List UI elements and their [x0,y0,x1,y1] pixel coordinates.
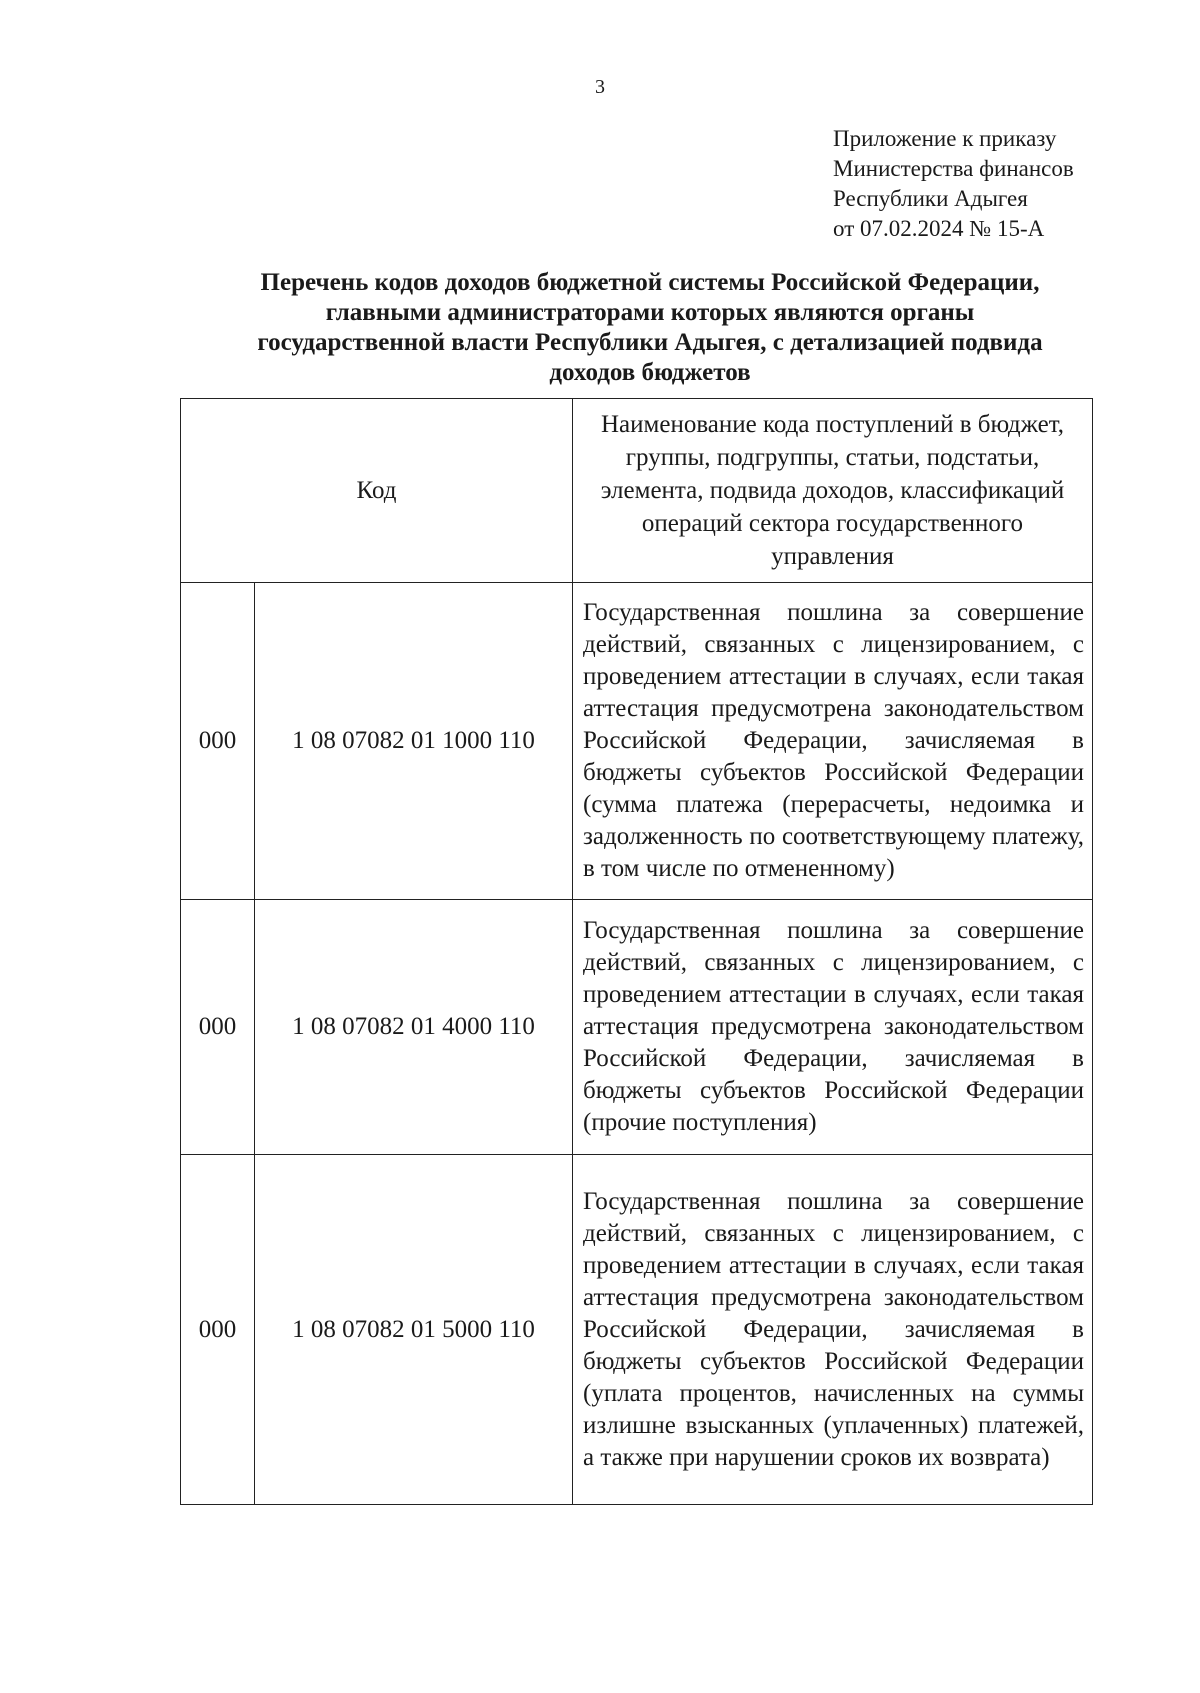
document-title [190,268,1110,388]
revenue-code-cell: 1 08 07082 01 4000 110 [255,900,573,1155]
appendix-line: Приложение к приказу [833,126,1057,151]
header-name: Наименование кода поступлений в бюджет, группы, подгруппы, статьи, подстатьи, элемента, подвида доходов, классификаций операций сектора государственного управления [573,399,1093,583]
page-number: 3 [595,76,605,98]
title-line: главными администраторами которых являются органы [325,299,975,326]
appendix-line: Министерства финансов [833,156,1074,181]
revenue-code-cell: 1 08 07082 01 1000 110 [255,583,573,900]
revenue-codes-table [180,398,1093,1505]
revenue-name-cell: Государственная пошлина за совершение действий, связанных с лицензированием, с проведением аттестации в случаях, если такая аттестация предусмотрена законодательством Российской Федерации, зачисляемая в бюджеты субъектов Российской Федерации (сумма платежа (перерасчеты, недоимка и задолженность по соответствующему платежу, в том числе по отмененному) [573,583,1093,900]
header-code: Код [181,399,573,583]
revenue-name-cell: Государственная пошлина за совершение действий, связанных с лицензированием, с проведением аттестации в случаях, если такая аттестация предусмотрена законодательством Российской Федерации, зачисляемая в бюджеты субъектов Российской Федерации (прочие поступления) [573,900,1093,1155]
title-line: Перечень кодов доходов бюджетной системы Российской Федерации, [260,269,1040,296]
table-header-row [181,399,1093,583]
table-row [181,1155,1093,1505]
title-line: доходов бюджетов [549,359,751,386]
table-row [181,583,1093,900]
admin-code-cell: 000 [181,1155,255,1505]
revenue-name-cell: Государственная пошлина за совершение действий, связанных с лицензированием, с проведением аттестации в случаях, если такая аттестация предусмотрена законодательством Российской Федерации, зачисляемая в бюджеты субъектов Российской Федерации (уплата процентов, начисленных на суммы излишне взысканных (уплаченных) платежей, а также при нарушении сроков их возврата) [573,1155,1093,1505]
appendix-note [833,124,1074,244]
admin-code-cell: 000 [181,900,255,1155]
table-row [181,900,1093,1155]
revenue-code-cell: 1 08 07082 01 5000 110 [255,1155,573,1505]
admin-code-cell: 000 [181,583,255,900]
appendix-date-line: от 07.02.2024 № 15-А [833,216,1045,241]
appendix-line: Республики Адыгея [833,186,1028,211]
title-line: государственной власти Республики Адыгея, с детализацией подвида [257,329,1043,356]
